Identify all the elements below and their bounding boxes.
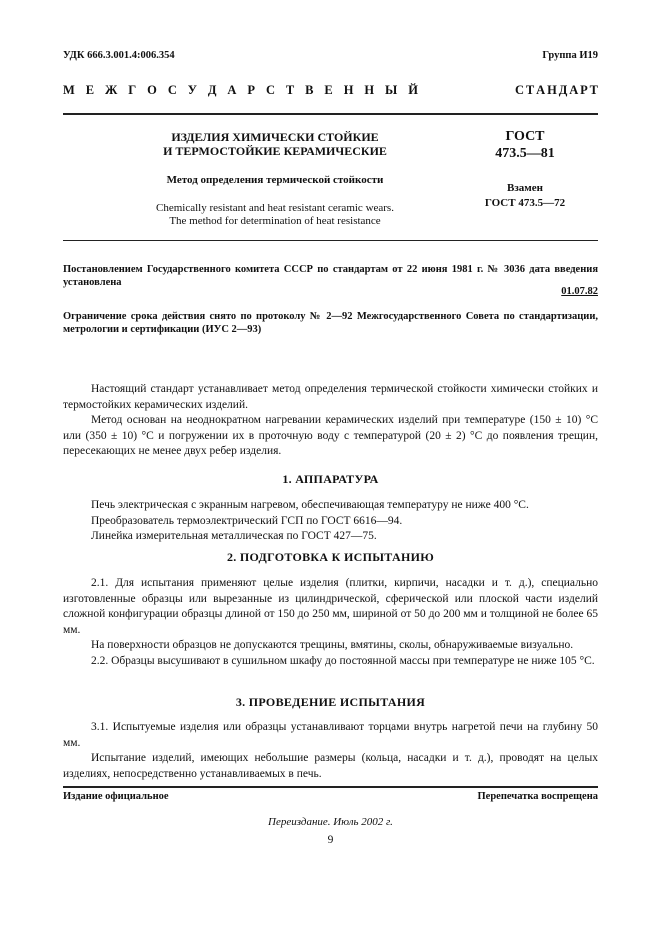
section2-heading: 2. ПОДГОТОВКА К ИСПЫТАНИЮ [226, 550, 435, 564]
reissue-note: Переиздание. Июль 2002 г. [268, 816, 393, 828]
title-en-line2: The method for determination of heat resistance [169, 215, 381, 227]
gost-label: ГОСТ [505, 129, 545, 144]
footer-divider [63, 786, 598, 788]
banner-interstate-letter: Е [85, 83, 95, 97]
decree-text: Постановлением Государственного комитета СССР по стандартам от 22 июня 1981 г. № 3036 дата введения установлена [63, 264, 598, 288]
banner-interstate-letter: В [305, 83, 314, 97]
intro-paragraph-2: Метод основан на неоднократном нагревании керамических изделий при температуре (150 ± 10) °С или (350 ± 10) °С и погружении их в проточную воду с температурой (20 ± 2) °С до появления трещин, пересекающих не менее двух ребер изделия. [63, 414, 598, 457]
title-divider [63, 240, 598, 241]
gost-number: 473.5—81 [495, 146, 555, 161]
banner-standard-letter: Т [589, 83, 598, 97]
group-code: Группа И19 [542, 50, 598, 61]
banner-interstate-letter: Н [364, 83, 375, 97]
header-divider [63, 113, 598, 115]
section3-heading: 3. ПРОВЕДЕНИЕ ИСПЫТАНИЯ [235, 695, 426, 709]
section3-body [63, 720, 598, 782]
section1-line-2: Преобразователь термоэлектрический ГСП по ГОСТ 6616—94. [91, 514, 403, 527]
banner-interstate-letter: С [265, 83, 275, 97]
decree-date: 01.07.82 [561, 286, 598, 297]
section3-paragraph-2: Испытание изделий, имеющих небольшие размеры (кольца, насадки и т. д.), проводят на целых изделиях, непосредственно устанавливаемых в печь. [63, 752, 598, 780]
banner-standard-letter: А [536, 83, 546, 97]
banner-interstate-letter: Р [247, 83, 256, 97]
section2-paragraph-3: 2.2. Образцы высушивают в сушильном шкафу до постоянной массы при температуре не ниже 105 °С. [91, 654, 595, 667]
intro-paragraph-1: Настоящий стандарт устанавливает метод определения термической стойкости химически стойких и термостойких керамических изделий. [63, 383, 598, 411]
section1-line-3: Линейка измерительная металлическая по ГОСТ 427—75. [91, 530, 377, 542]
footer-official: Издание официальное [63, 791, 169, 802]
intro [63, 382, 598, 460]
limit-text: Ограничение срока действия снято по протоколу № 2—92 Межгосударственного Совета по стандартизации, метрологии и сертификации (ИУС 2—93) [63, 311, 598, 335]
banner-standard [515, 83, 598, 98]
banner-interstate-letter: М [63, 83, 75, 97]
banner-interstate-letter: Т [285, 83, 295, 97]
banner-interstate-letter: Г [128, 83, 137, 97]
section1-body [63, 498, 598, 545]
title-en-line1: Chemically resistant and heat resistant ceramic wears. [156, 202, 394, 214]
banner-standard-letter: Д [558, 83, 568, 97]
banner-standard-letter: Н [547, 83, 557, 97]
udk-code: УДК 666.3.001.4:006.354 [63, 50, 175, 61]
banner-interstate-letter: Й [408, 83, 418, 97]
banner-interstate [63, 83, 418, 98]
title-ru-line2: И ТЕРМОСТОЙКИЕ КЕРАМИЧЕСКИЕ [163, 144, 387, 158]
banner-standard-letter: Т [525, 83, 535, 97]
banner-interstate-letter: А [227, 83, 237, 97]
banner-interstate-letter: О [147, 83, 157, 97]
replace-label: Взамен [507, 182, 543, 194]
section2-paragraph-2: На поверхности образцов не допускаются трещины, вмятины, сколы, обнаруживаемые визуально. [91, 639, 574, 651]
section1-line-1: Печь электрическая с экранным нагревом, обеспечивающая температуру не ниже 400 °С. [91, 499, 529, 511]
page-number: 9 [327, 834, 334, 846]
banner-interstate-letter: Д [207, 83, 217, 97]
banner-standard-letter: Р [580, 83, 588, 97]
footer-reprint: Перепечатка воспрещена [477, 791, 598, 802]
title-ru-line1: ИЗДЕЛИЯ ХИМИЧЕСКИ СТОЙКИЕ [171, 130, 379, 144]
banner-standard-letter: С [515, 83, 525, 97]
title-ru-subtitle: Метод определения термической стойкости [166, 174, 384, 186]
gost-block [470, 128, 580, 209]
banner-interstate-letter: Н [343, 83, 354, 97]
banner-interstate-letter: Ж [105, 83, 118, 97]
title-block [120, 130, 430, 228]
banner-standard-letter: А [569, 83, 579, 97]
section1-heading: 1. АППАРАТУРА [282, 472, 379, 486]
banner-interstate-letter: С [167, 83, 177, 97]
section3-paragraph-1: 3.1. Испытуемые изделия или образцы устанавливают торцами внутрь нагретой печи на глубину 50 мм. [63, 721, 598, 749]
banner-interstate-letter: Ы [385, 83, 398, 97]
banner-interstate-letter: Е [324, 83, 333, 97]
banner-interstate-letter: У [187, 83, 197, 97]
replace-number: ГОСТ 473.5—72 [484, 197, 566, 209]
section2-paragraph-1: 2.1. Для испытания применяют целые изделия (плитки, кирпичи, насадки и т. д.), специально изготовленные образцы или вырезанные из цилиндрической, сферической или плоской части изделий сложной конфигурации образцы длиной от 150 до 250 мм, шириной от 50 до 200 мм и толщиной не более 65 мм. [63, 577, 598, 636]
standard-banner [63, 83, 598, 101]
section2-body [63, 576, 598, 669]
